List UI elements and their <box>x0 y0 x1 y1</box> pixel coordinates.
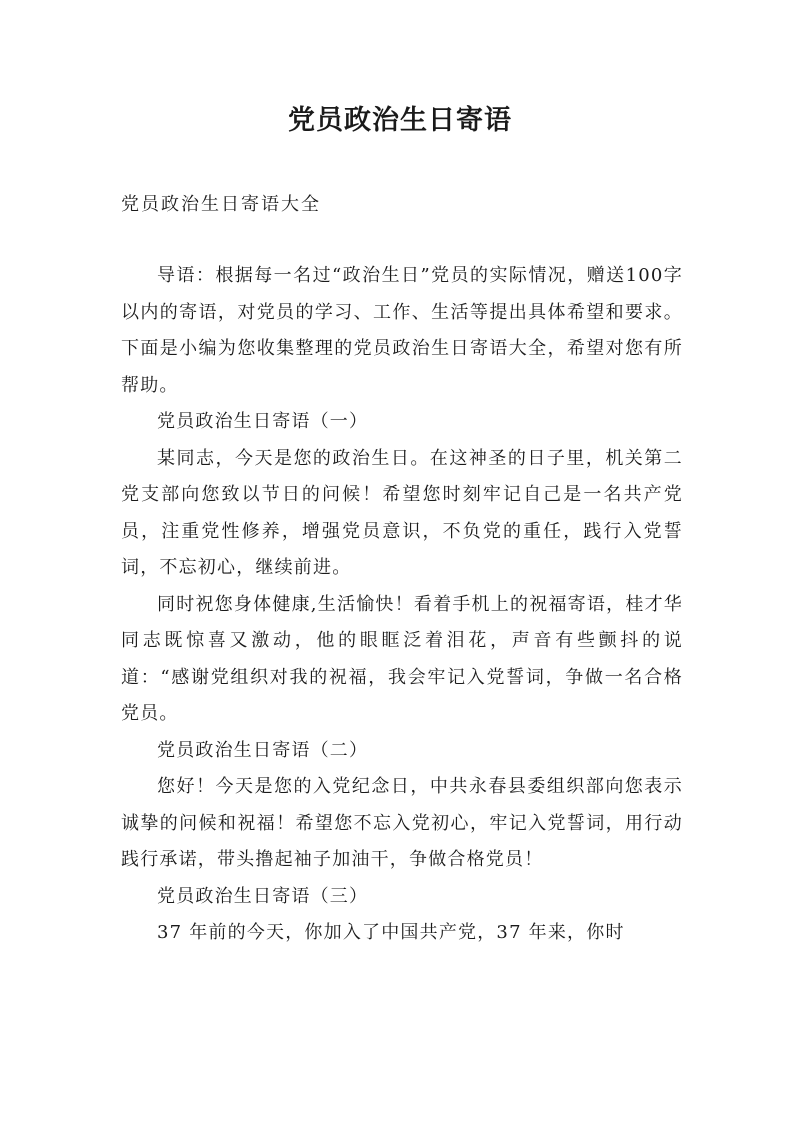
section-heading-3: 党员政治生日寄语（三） <box>157 885 369 907</box>
paragraph: 某同志，今天是您的政治生日。在这神圣的日子里，机关第二党支部向您致以节日的问候！希望您时刻牢记自己是一名共产党员，注重党性修养，增强党员意识，不负党的重任，践行入党誓词，不忘初心，继续前进。 <box>121 447 683 578</box>
section-heading-2: 党员政治生日寄语（二） <box>157 739 369 761</box>
document-subtitle: 党员政治生日寄语大全 <box>121 194 321 215</box>
paragraph: 同时祝您身体健康,生活愉快！看着手机上的祝福寄语，桂才华同志既惊喜又激动，他的眼眶泛着泪花，声音有些颤抖的说道：“感谢党组织对我的祝福，我会牢记入党誓词，争做一名合格党员。 <box>121 593 683 724</box>
paragraph: 37 年前的今天，你加入了中国共产党，37 年来，你时 <box>157 922 625 943</box>
paragraph: 您好！今天是您的入党纪念日，中共永春县委组织部向您表示诚挚的问候和祝福！希望您不忘入党初心，牢记入党誓词，用行动践行承诺，带头撸起袖子加油干，争做合格党员！ <box>121 776 683 870</box>
section-heading-1: 党员政治生日寄语（一） <box>157 411 369 432</box>
document-body <box>121 258 683 952</box>
paragraph-intro: 导语：根据每一名过“政治生日”党员的实际情况，赠送100字以内的寄语，对党员的学习、工作、生活等提出具体希望和要求。下面是小编为您收集整理的党员政治生日寄语大全，希望对您有所帮助。 <box>121 265 683 396</box>
document-title: 党员政治生日寄语 <box>288 105 512 136</box>
